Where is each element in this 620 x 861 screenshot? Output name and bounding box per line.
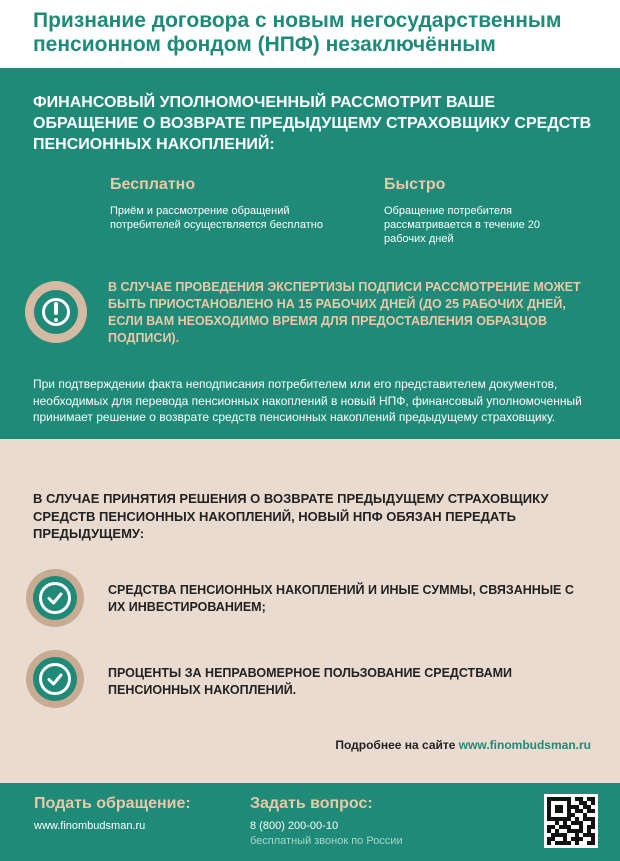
feature-free	[110, 176, 330, 232]
exclamation-circle-icon	[25, 281, 87, 343]
checkmark-circle-icon	[26, 650, 84, 708]
beige-section-heading: В СЛУЧАЕ ПРИНЯТИЯ РЕШЕНИЯ О ВОЗВРАТЕ ПРЕДЫДУЩЕМУ СТРАХОВЩИКУ СРЕДСТВ ПЕНСИОННЫХ НАКОПЛЕНИЙ, НОВЫЙ НПФ ОБЯЗАН ПЕРЕДАТЬ ПРЕДЫДУЩЕМУ:	[33, 491, 549, 541]
list-item: СРЕДСТВА ПЕНСИОННЫХ НАКОПЛЕНИЙ И ИНЫЕ СУММЫ, СВЯЗАННЫЕ С ИХ ИНВЕСТИРОВАНИЕМ;	[108, 583, 574, 614]
submit-block	[34, 794, 191, 834]
header	[0, 0, 620, 68]
feature-text: Приём и рассмотрение обращений потребителей осуществляется бесплатно	[110, 205, 323, 231]
warning-text: В СЛУЧАЕ ПРОВЕДЕНИЯ ЭКСПЕРТИЗЫ ПОДПИСИ РАССМОТРЕНИЕ МОЖЕТ БЫТЬ ПРИОСТАНОВЛЕНО НА 15 РАБОЧИХ ДНЕЙ (ДО 25 РАБОЧИХ ДНЕЙ, ЕСЛИ ВАМ НЕОБХОДИМО ВРЕМЯ ДЛЯ ПРЕДОСТАВЛЕНИЯ ОБРАЗЦОВ ПОДПИСИ).	[108, 280, 581, 345]
feature-title: Быстро	[384, 176, 446, 193]
ask-title: Задать вопрос:	[250, 795, 373, 812]
page-title: Признание договора с новым негосударственным пенсионном фондом (НПФ) незаключённым	[33, 9, 562, 56]
submit-url[interactable]: www.finombudsman.ru	[34, 820, 146, 832]
green-section-heading: ФИНАНСОВЫЙ УПОЛНОМОЧЕННЫЙ РАССМОТРИТ ВАШЕ ОБРАЩЕНИЕ О ВОЗВРАТЕ ПРЕДЫДУЩЕМУ СТРАХОВЩИКУ СРЕДСТВ ПЕНСИОННЫХ НАКОПЛЕНИЙ:	[33, 94, 592, 153]
phone-note: бесплатный звонок по России	[250, 835, 403, 847]
qr-code-icon	[544, 794, 598, 848]
feature-fast	[384, 176, 584, 246]
more-info-prefix: Подробнее на сайте	[335, 738, 459, 752]
phone-number[interactable]: 8 (800) 200-00-10	[250, 820, 339, 832]
feature-text: Обращение потребителя рассматривается в течение 20 рабочих дней	[384, 205, 541, 245]
list-item: ПРОЦЕНТЫ ЗА НЕПРАВОМЕРНОЕ ПОЛЬЗОВАНИЕ СРЕДСТВАМИ ПЕНСИОННЫХ НАКОПЛЕНИЙ.	[108, 666, 513, 697]
submit-title: Подать обращение:	[34, 795, 191, 812]
decision-paragraph: При подтверждении факта неподписания потребителем или его представителем документов, необходимых для перевода пенсионных накоплений в новый НПФ, финансовый уполномоченный принимает решение о возврате средств пенсионных накоплений предыдущему страховщику.	[33, 377, 582, 424]
ask-block	[250, 794, 403, 849]
checkmark-circle-icon	[26, 569, 84, 627]
more-info	[335, 738, 591, 753]
feature-title: Бесплатно	[110, 176, 196, 193]
website-link[interactable]: www.finombudsman.ru	[458, 738, 591, 752]
